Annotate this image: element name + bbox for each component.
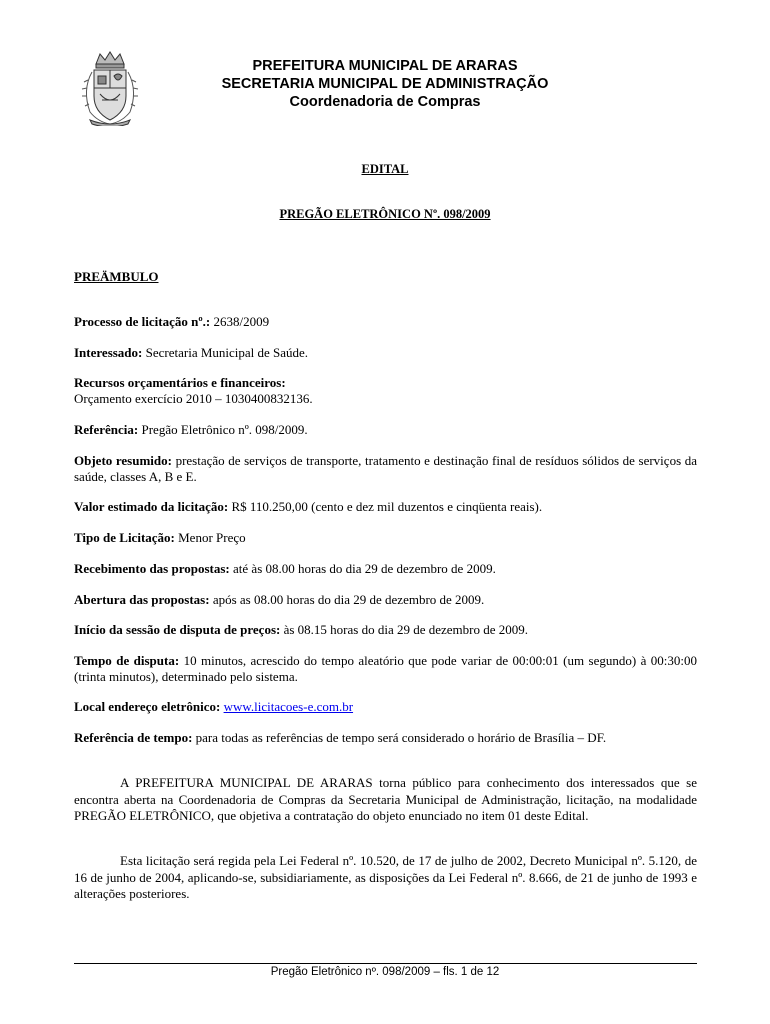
- field-value: Orçamento exercício 2010 – 1030400832136.: [74, 391, 313, 406]
- field-value: prestação de serviços de transporte, tratamento e destinação final de resíduos sólidos de serviços da saúde, classes A, B e E.: [74, 453, 697, 484]
- letterhead-line-3: Coordenadoria de Compras: [289, 94, 481, 110]
- field-label: Tempo de disputa:: [74, 653, 180, 668]
- field-value: após as 08.00 horas do dia 29 de dezembro de 2009.: [209, 592, 485, 607]
- body-paragraph: Esta licitação será regida pela Lei Federal nº. 10.520, de 17 de julho de 2002, Decreto Municipal nº. 5.120, de 16 de junho de 2004, aplicando-se, subsidiariamente, as disposições da Lei Federal nº. 8.666, de 21 de junho de 1993 e alterações posteriores.: [74, 853, 697, 901]
- field-label: Recebimento das propostas:: [74, 561, 230, 576]
- field-inicio-sessao: [74, 622, 697, 638]
- field-referencia: [74, 422, 697, 438]
- field-abertura: [74, 592, 697, 608]
- field-label: Recursos orçamentários e financeiros:: [74, 375, 286, 390]
- field-label: Tipo de Licitação:: [74, 530, 175, 545]
- field-processo: [74, 314, 697, 330]
- letterhead-line-2: SECRETARIA MUNICIPAL DE ADMINISTRAÇÃO: [221, 76, 549, 92]
- field-label: Abertura das propostas:: [74, 592, 210, 607]
- document-subtitle: PREGÃO ELETRÔNICO Nº. 098/2009: [279, 207, 491, 221]
- field-label: Local endereço eletrônico:: [74, 699, 221, 714]
- field-recursos: [74, 375, 697, 407]
- page-footer: Pregão Eletrônico nº. 098/2009 – fls. 1 de 12: [270, 966, 500, 978]
- document-title: EDITAL: [361, 162, 409, 176]
- field-label: Início da sessão de disputa de preços:: [74, 622, 281, 637]
- footer-divider: [74, 963, 697, 964]
- field-recebimento: [74, 561, 697, 577]
- field-referencia-tempo: [74, 730, 697, 746]
- field-value: Menor Preço: [174, 530, 246, 545]
- website-link[interactable]: www.licitacoes-e.com.br: [223, 699, 354, 714]
- field-tipo-licitacao: [74, 530, 697, 546]
- field-interessado: [74, 345, 697, 361]
- field-value: para todas as referências de tempo será considerado o horário de Brasília – DF.: [192, 730, 607, 745]
- field-value: até às 08.00 horas do dia 29 de dezembro de 2009.: [229, 561, 496, 576]
- field-value: às 08.15 horas do dia 29 de dezembro de 2009.: [280, 622, 529, 637]
- section-heading: PREÄMBULO: [74, 269, 159, 284]
- field-tempo-disputa: [74, 653, 697, 685]
- field-value: 2638/2009: [210, 314, 270, 329]
- body-paragraph: A PREFEITURA MUNICIPAL DE ARARAS torna público para conhecimento dos interessados que se encontra aberta na Coordenadoria de Compras da Secretaria Municipal de Administração, licitação, na modalidade PREGÃO ELETRÔNICO, que objetiva a contratação do objeto enunciado no item 01 deste Edital.: [74, 775, 697, 823]
- field-label: Processo de licitação nº.:: [74, 314, 211, 329]
- field-value: R$ 110.250,00 (cento e dez mil duzentos e cinqüenta reais).: [228, 499, 543, 514]
- field-label: Referência de tempo:: [74, 730, 193, 745]
- field-objeto: [74, 453, 697, 485]
- field-label: Referência:: [74, 422, 139, 437]
- field-value: 10 minutos, acrescido do tempo aleatório que pode variar de 00:00:01 (um segundo) à 00:30:00 (trinta minutos), determinado pelo sistema.: [74, 653, 697, 684]
- field-value: Secretaria Municipal de Saúde.: [142, 345, 309, 360]
- field-valor-estimado: [74, 499, 697, 515]
- letterhead-line-1: PREFEITURA MUNICIPAL DE ARARAS: [252, 58, 518, 74]
- field-label: Objeto resumido:: [74, 453, 172, 468]
- letterhead: [150, 57, 620, 111]
- field-local-endereco: [74, 699, 697, 715]
- field-label: Valor estimado da licitação:: [74, 499, 229, 514]
- coat-of-arms-icon: [80, 50, 140, 126]
- field-value: Pregão Eletrônico nº. 098/2009.: [138, 422, 308, 437]
- field-label: Interessado:: [74, 345, 143, 360]
